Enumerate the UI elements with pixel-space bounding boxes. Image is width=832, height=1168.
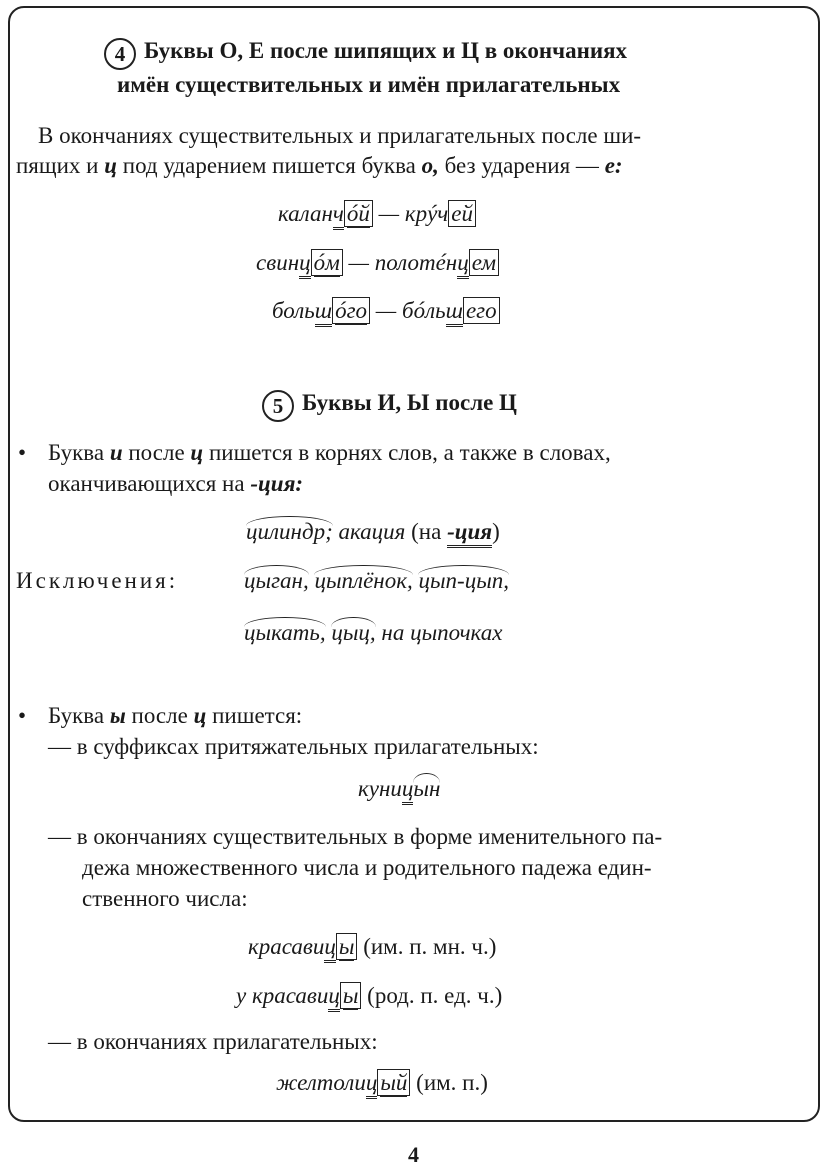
page-number: 4 (408, 1142, 419, 1167)
dash-item-1: — в суффиксах притяжательных прилагательных: (48, 734, 539, 759)
section-4-number: 4 (104, 38, 136, 70)
rule-line-2: пящих и ц под ударением пишется буква о, без ударения — е: (16, 153, 623, 178)
example-row-1: каланч óй — крýч ей (278, 201, 476, 227)
exceptions-row-1: цыган, цыплёнок, цып-цып, (244, 568, 509, 594)
bullet-1: • (18, 440, 27, 465)
dash-item-2-line-3: ственного числа: (82, 886, 248, 911)
bullet-2: • (18, 703, 27, 728)
bullet-1-line-1: Буква и после ц пишется в корнях слов, а также в словах, (48, 440, 611, 465)
example-row-2: свинц óм — полотéнц ем (256, 250, 499, 276)
example-zheltolitsy: желтолиц ый (им. п.) (276, 1070, 488, 1096)
example-tsilindr: цилиндр; акация (на -ция) (246, 519, 500, 545)
section-5-number: 5 (262, 390, 294, 422)
bullet-2-line: Буква ы после ц пишется: (48, 703, 303, 728)
dash-item-3: — в окончаниях прилагательных: (48, 1029, 378, 1054)
example-row-3: больш óго — бóльш его (272, 298, 500, 324)
example-krasavitsy-2: у красавиц ы (род. п. ед. ч.) (236, 983, 502, 1009)
section-5-title: 5 Буквы И, Ы после Ц (262, 390, 517, 422)
dash-item-2-line-2: дежа множественного числа и родительного падежа един- (82, 855, 652, 880)
example-kunitsyn: куницын (358, 776, 440, 802)
section-4-title-line2: имён существительных и имён прилагательных (117, 72, 621, 97)
exceptions-row-2: цыкать, цыц, на цыпочках (244, 620, 502, 646)
exceptions-label: Исключения: (16, 568, 179, 593)
rule-line-1: В окончаниях существительных и прилагательных после ши- (38, 123, 642, 148)
section-4-title-line1: 4 Буквы О, Е после шипящих и Ц в окончаниях (104, 38, 627, 70)
dash-item-2-line-1: — в окончаниях существительных в форме именительного па- (48, 824, 663, 849)
example-krasavitsy-1: красавиц ы (им. п. мн. ч.) (248, 934, 496, 960)
bullet-1-line-2: оканчивающихся на -ция: (48, 471, 304, 496)
